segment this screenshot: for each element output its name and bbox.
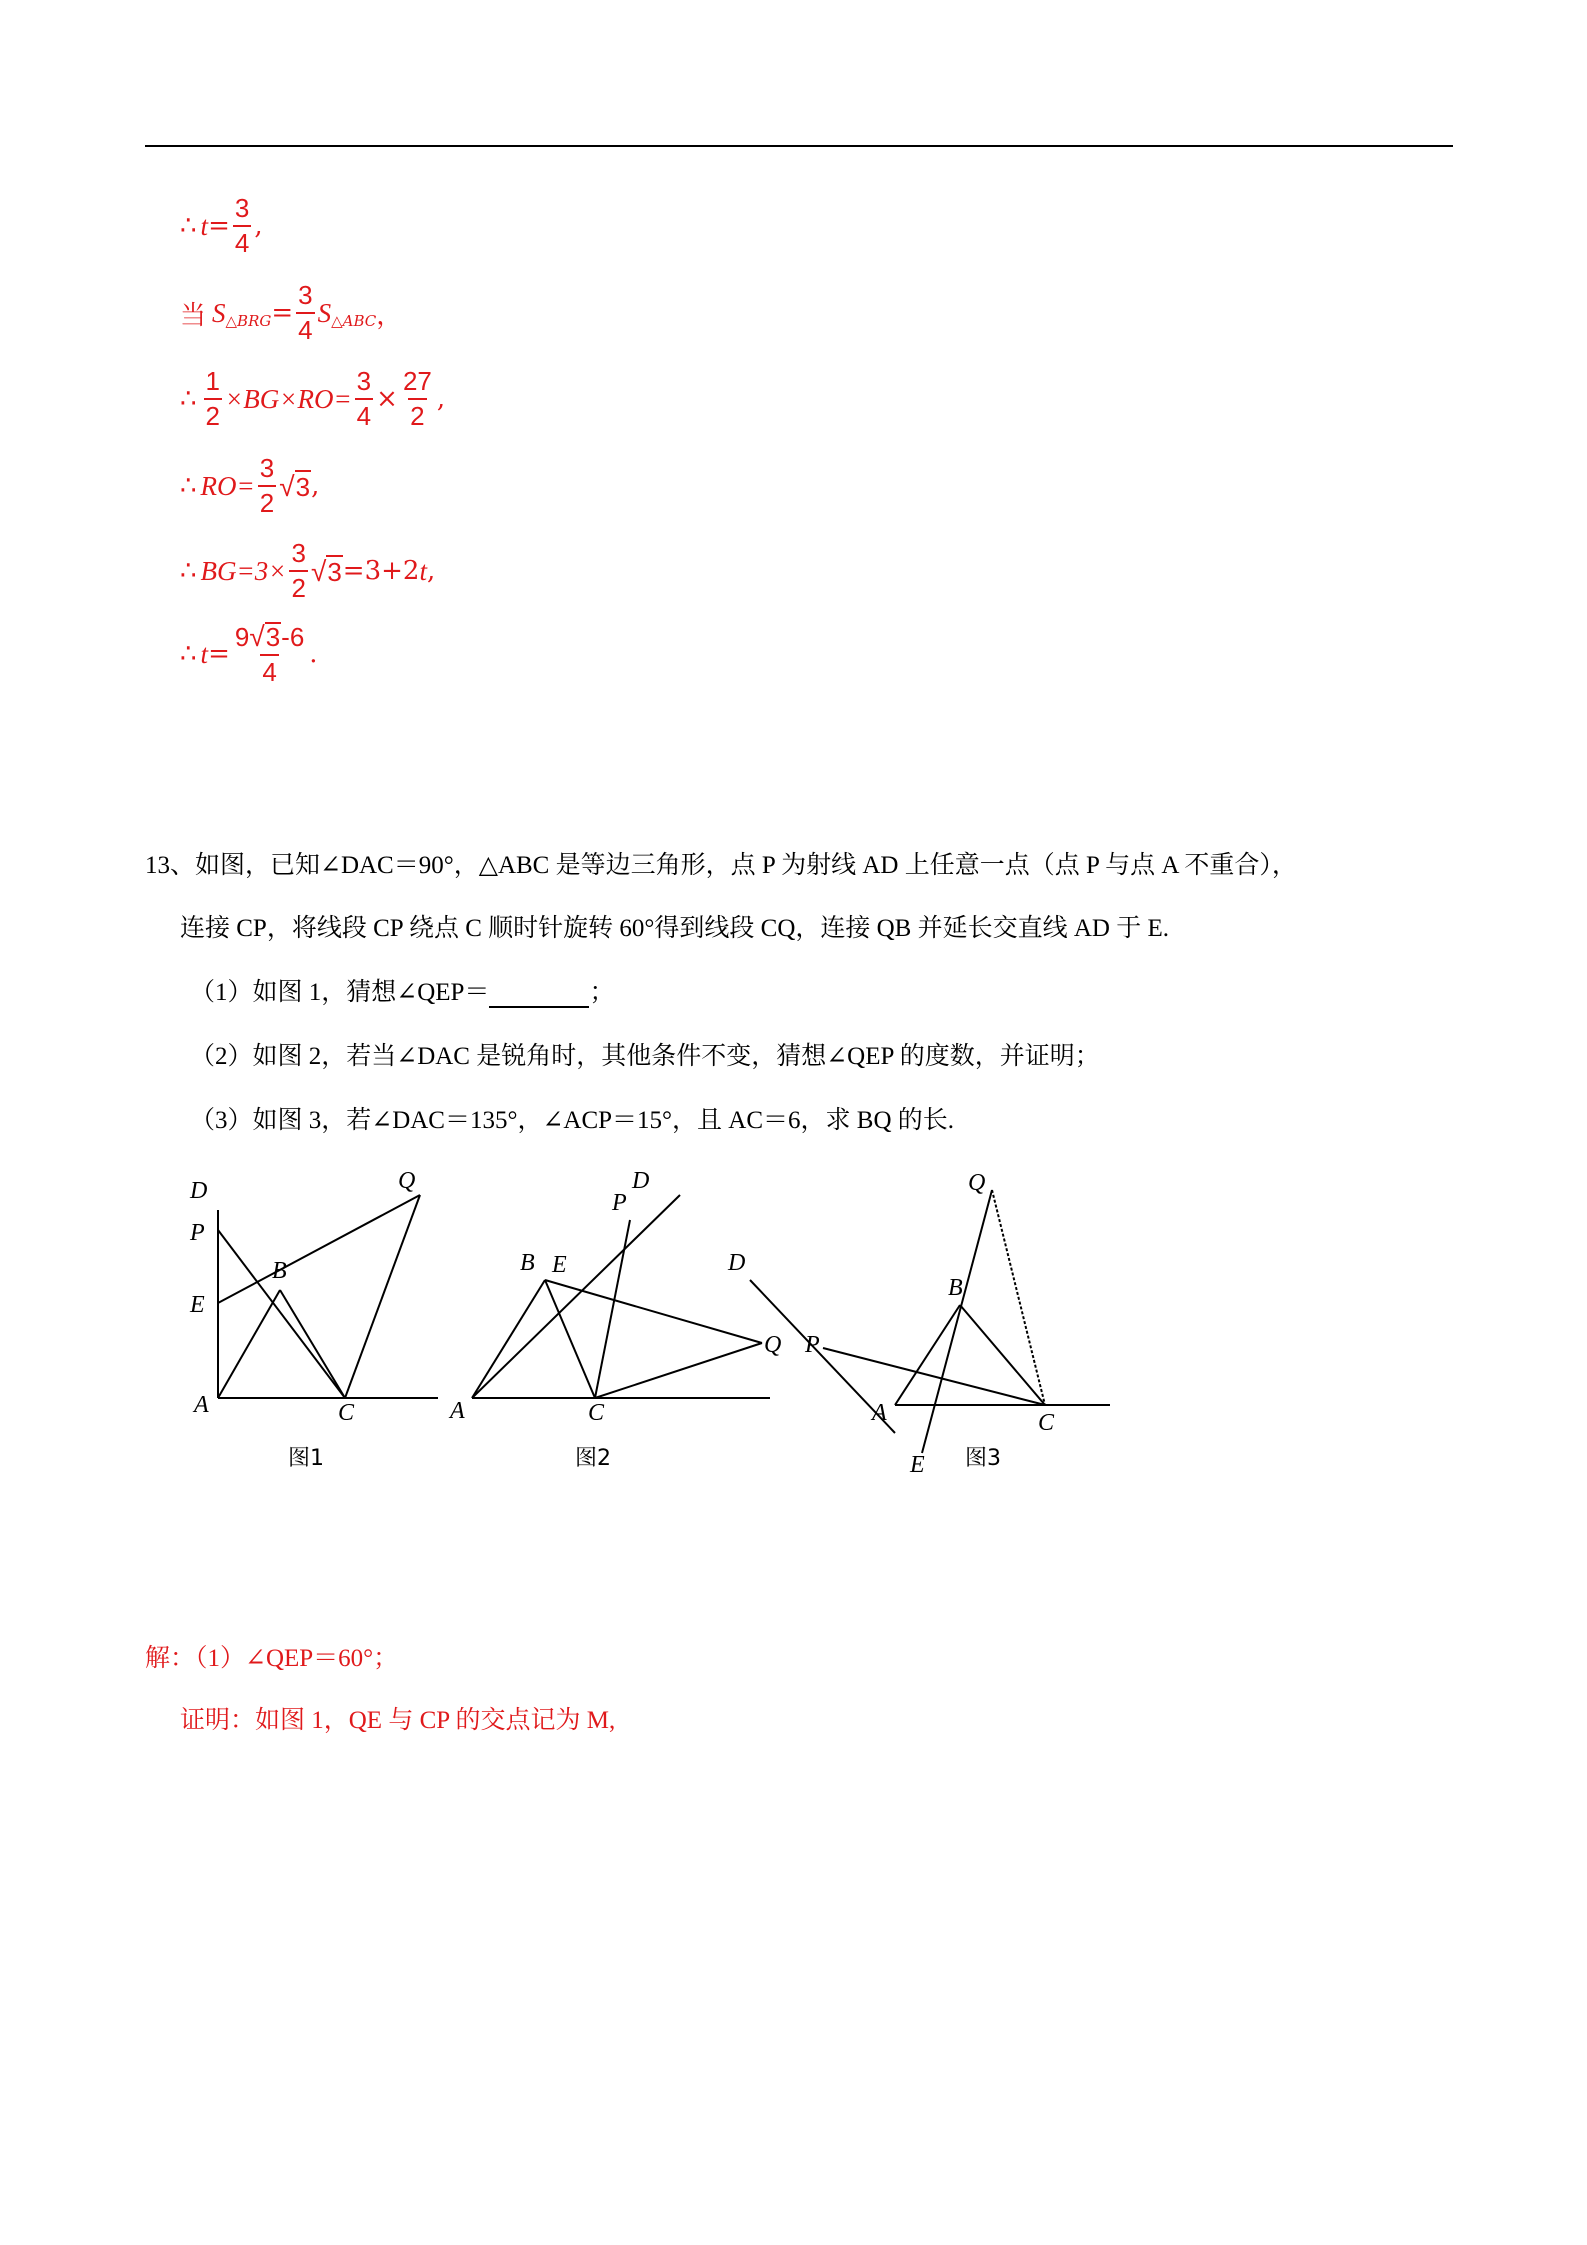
fig1-label-a: A <box>194 1392 209 1418</box>
fig3-label-a: A <box>872 1400 887 1426</box>
fraction: $\frac{3}{2}$ <box>291 538 306 604</box>
fig3-caption: 图3 <box>965 1446 1001 1471</box>
fig3-label-d: D <box>728 1250 746 1276</box>
solution-line-4: ∴ RO= $\frac{3}{2}$ √ 3 , <box>180 453 320 519</box>
fraction: $\frac{3}{4}$ <box>234 193 250 259</box>
fraction: $\frac{27}{2}$ <box>402 366 432 432</box>
fig3-label-e: E <box>910 1452 925 1478</box>
fig1-label-b: B <box>272 1258 287 1284</box>
fig1-label-q: Q <box>398 1168 416 1194</box>
fig2-label-q: Q <box>764 1332 782 1358</box>
fraction: $\frac{3}{4}$ <box>298 280 313 346</box>
fig2-label-p: P <box>612 1190 627 1216</box>
fig2-label-e: E <box>552 1252 567 1278</box>
fig1-label-p: P <box>190 1220 205 1246</box>
fig3-label-p: P <box>805 1332 820 1358</box>
fig3-label-b: B <box>948 1275 963 1301</box>
fig1-label-c: C <box>338 1400 355 1426</box>
solution-line-1: ∴ t = $\frac{3}{4}$ , <box>180 193 263 259</box>
fraction: $\frac{3}{4}$ <box>356 366 372 432</box>
fig1-caption: 图1 <box>288 1446 324 1471</box>
solution-line-2: 当 S △BRG = $\frac{3}{4}$ S △ABC ， <box>180 280 403 346</box>
fraction: $\frac{1}{2}$ <box>205 366 221 432</box>
fig2-label-d: D <box>632 1168 650 1194</box>
figure-3-lines <box>750 1190 1110 1453</box>
fig2-label-b: B <box>520 1250 535 1276</box>
figure-2-lines <box>472 1195 770 1398</box>
sqrt: √ 3 <box>310 555 342 587</box>
fig3-label-q: Q <box>968 1170 986 1196</box>
fraction: 9 √ 3 -6 4 <box>234 621 305 688</box>
question-part-2: （2）如图 2，若当∠DAC 是锐角时，其他条件不变，猜想∠QEP 的度数，并证明； <box>190 1043 1100 1070</box>
fig2-label-a: A <box>450 1398 465 1424</box>
question-part-1: （1）如图 1，猜想∠QEP＝ ； <box>190 979 615 1006</box>
solution-line-6: ∴ t = 9 √ 3 -6 4 . <box>180 621 318 688</box>
answer-line-2: 证明：如图 1，QE 与 CP 的交点记为 M, <box>180 1707 616 1734</box>
header-rule <box>145 145 1453 147</box>
fraction: $\frac{3}{2}$ <box>259 453 275 519</box>
answer-line-1: 解：（1）∠QEP＝60°； <box>145 1645 399 1672</box>
answer-blank <box>489 984 589 1008</box>
question-part-3: （3）如图 3，若∠DAC＝135°，∠ACP＝15°，且 AC＝6，求 BQ 的长. <box>190 1107 955 1134</box>
fig3-label-c: C <box>1038 1410 1055 1436</box>
fig1-label-d: D <box>190 1178 208 1204</box>
solution-line-5: ∴ BG=3× $\frac{3}{2}$ √ 3 =3+2 t , <box>180 538 436 604</box>
figure-1-lines <box>218 1195 438 1398</box>
question-line-1: 13、如图，已知∠DAC＝90°，△ABC 是等边三角形，点 P 为射线 AD 上任意一点（点 P 与点 A 不重合）， <box>145 852 1297 879</box>
figures <box>180 1150 1140 1490</box>
question-line-2: 连接 CP，将线段 CP 绕点 C 顺时针旋转 60°得到线段 CQ，连接 QB 并延长交直线 AD 于 E. <box>180 915 1169 942</box>
fig1-label-e: E <box>190 1292 205 1318</box>
solution-line-3: ∴ $\frac{1}{2}$ ×BG×RO= $\frac{3}{4}$ × $\frac{27}{2}$ , <box>180 366 446 432</box>
fig2-caption: 图2 <box>575 1446 611 1471</box>
fig2-label-c: C <box>588 1400 605 1426</box>
sqrt: √ 3 <box>279 470 311 502</box>
